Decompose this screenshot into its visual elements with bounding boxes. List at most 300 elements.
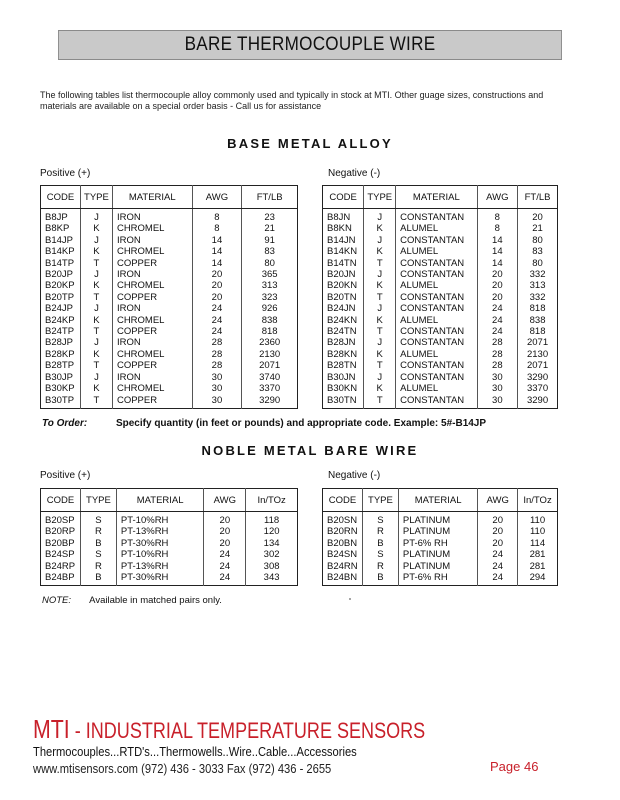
type-cell: S — [80, 549, 116, 560]
to-order-line — [42, 418, 486, 429]
length-cell: 91 — [264, 234, 275, 246]
table-row — [41, 360, 298, 371]
material-cell: ALUMEL — [396, 383, 477, 394]
material-cell: ALUMEL — [396, 315, 477, 326]
footer-brand-mti: MTI — [33, 714, 70, 744]
table-header-row — [323, 489, 558, 512]
length-cell: 365 — [261, 269, 278, 281]
table-row — [41, 209, 298, 224]
awg-cell: 28 — [477, 360, 518, 371]
length-cell: 114 — [529, 537, 546, 549]
code-cell: B30KP — [41, 383, 81, 394]
type-cell: S — [362, 512, 398, 527]
column-header: In/TOz — [246, 489, 298, 512]
material-cell: COPPER — [112, 292, 192, 303]
code-cell: B24SN — [323, 549, 363, 560]
table-row — [323, 235, 558, 246]
base-positive-table — [40, 185, 298, 409]
type-cell: J — [364, 235, 396, 246]
awg-cell: 24 — [204, 561, 246, 572]
material-cell: CONSTANTAN — [396, 372, 477, 383]
footer-brand — [33, 714, 425, 745]
awg-cell: 8 — [192, 209, 242, 224]
length-cell: 2130 — [259, 348, 281, 360]
material-cell: ALUMEL — [396, 280, 477, 291]
to-order-label: To Order: — [42, 418, 88, 429]
type-cell: T — [80, 395, 112, 409]
column-header: FT/LB — [242, 186, 298, 209]
to-order-text: Specify quantity (in feet or pounds) and appropriate code. Example: 5#-B14JP — [115, 418, 487, 429]
awg-cell: 20 — [192, 269, 242, 280]
awg-cell: 28 — [192, 360, 242, 371]
material-cell: CONSTANTAN — [396, 360, 477, 371]
code-cell: B20BN — [323, 538, 363, 549]
length-cell: 2360 — [259, 337, 281, 349]
length-cell: 80 — [532, 257, 543, 269]
code-cell: B28TP — [41, 360, 81, 371]
type-cell: K — [80, 246, 112, 257]
length-cell: 818 — [261, 326, 278, 338]
material-cell: CONSTANTAN — [396, 303, 477, 314]
awg-cell: 24 — [478, 572, 518, 586]
length-cell: 83 — [264, 246, 275, 258]
table-row — [323, 209, 558, 224]
table-row — [323, 512, 558, 527]
table-row — [323, 383, 558, 394]
length-cell: 120 — [263, 526, 280, 538]
code-cell: B24TP — [41, 326, 81, 337]
table-row — [323, 292, 558, 303]
awg-cell: 20 — [477, 292, 518, 303]
material-cell: IRON — [112, 372, 192, 383]
code-cell: B24RN — [323, 561, 363, 572]
awg-cell: 20 — [204, 526, 246, 537]
length-cell: 110 — [529, 526, 546, 538]
material-cell: CHROMEL — [112, 280, 192, 291]
table-row — [323, 572, 558, 586]
awg-cell: 8 — [477, 209, 518, 224]
base-negative-table — [322, 185, 558, 409]
table-row — [41, 337, 298, 348]
table-row — [41, 512, 298, 527]
table-header-row — [41, 186, 298, 209]
table-header-row — [323, 186, 558, 209]
type-cell: J — [364, 303, 396, 314]
noble-positive-table — [40, 488, 298, 586]
table-row — [41, 349, 298, 360]
awg-cell: 28 — [477, 349, 518, 360]
type-cell: T — [364, 326, 396, 337]
code-cell: B30JN — [323, 372, 364, 383]
material-cell: IRON — [112, 209, 192, 224]
table-row — [41, 572, 298, 586]
material-cell: PLATINUM — [398, 561, 477, 572]
footer-products: Thermocouples...RTD's...Thermowells..Wire..Cable...Accessories — [33, 744, 357, 759]
column-header: CODE — [323, 186, 364, 209]
length-cell: 838 — [529, 314, 546, 326]
material-cell: CHROMEL — [112, 223, 192, 234]
type-cell: J — [80, 303, 112, 314]
material-cell: PT-30%RH — [116, 538, 204, 549]
length-cell: 323 — [261, 291, 278, 303]
table-row — [41, 258, 298, 269]
code-cell: B20SN — [323, 512, 363, 527]
page-title: BARE THERMOCOUPLE WIRE — [58, 30, 562, 60]
type-cell: J — [80, 269, 112, 280]
awg-cell: 30 — [477, 395, 518, 409]
table-row — [323, 372, 558, 383]
length-cell: 926 — [261, 303, 278, 315]
material-cell: COPPER — [112, 326, 192, 337]
material-cell: COPPER — [112, 258, 192, 269]
awg-cell: 20 — [192, 280, 242, 291]
code-cell: B8KP — [41, 223, 81, 234]
type-cell: J — [80, 372, 112, 383]
length-cell: 20 — [532, 212, 543, 223]
table-row — [41, 315, 298, 326]
length-cell: 3370 — [526, 383, 549, 395]
column-header: AWG — [477, 186, 518, 209]
type-cell: J — [80, 337, 112, 348]
awg-cell: 24 — [478, 561, 518, 572]
code-cell: B28JP — [41, 337, 81, 348]
awg-cell: 14 — [477, 246, 518, 257]
awg-cell: 24 — [192, 315, 242, 326]
length-cell: 80 — [264, 257, 275, 269]
length-cell: 83 — [532, 246, 543, 258]
awg-cell: 20 — [204, 512, 246, 527]
code-cell: B20JN — [323, 269, 364, 280]
material-cell: CONSTANTAN — [396, 326, 477, 337]
table-row — [323, 258, 558, 269]
table-row — [41, 561, 298, 572]
material-cell: CONSTANTAN — [396, 235, 477, 246]
type-cell: K — [364, 280, 396, 291]
length-cell: 281 — [529, 560, 546, 572]
awg-cell: 20 — [478, 538, 518, 549]
table-row — [41, 280, 298, 291]
type-cell: J — [364, 372, 396, 383]
type-cell: S — [362, 549, 398, 560]
awg-cell: 14 — [192, 235, 242, 246]
material-cell: IRON — [112, 235, 192, 246]
base-metal-title: BASE METAL ALLOY — [227, 136, 393, 151]
awg-cell: 8 — [192, 223, 242, 234]
awg-cell: 14 — [192, 246, 242, 257]
awg-cell: 24 — [192, 326, 242, 337]
length-cell: 80 — [532, 234, 543, 246]
table-row — [41, 549, 298, 560]
material-cell: CONSTANTAN — [396, 258, 477, 269]
code-cell: B24KP — [41, 315, 81, 326]
material-cell: CHROMEL — [112, 383, 192, 394]
type-cell: B — [80, 572, 116, 586]
length-cell: 2071 — [526, 337, 549, 349]
code-cell: B24JN — [323, 303, 364, 314]
column-header: TYPE — [80, 186, 112, 209]
material-cell: IRON — [112, 269, 192, 280]
type-cell: S — [80, 512, 116, 527]
table-row — [41, 292, 298, 303]
table-row — [323, 337, 558, 348]
code-cell: B24BP — [41, 572, 81, 586]
type-cell: T — [80, 360, 112, 371]
table-row — [323, 349, 558, 360]
length-cell: 818 — [529, 303, 546, 315]
column-header: MATERIAL — [116, 489, 204, 512]
awg-cell: 14 — [192, 258, 242, 269]
material-cell: COPPER — [112, 360, 192, 371]
table-row — [323, 223, 558, 234]
awg-cell: 14 — [477, 235, 518, 246]
column-header: CODE — [41, 186, 81, 209]
note-text: Available in matched pairs only. — [89, 595, 222, 606]
type-cell: R — [80, 526, 116, 537]
material-cell: CHROMEL — [112, 315, 192, 326]
type-cell: R — [362, 526, 398, 537]
type-cell: K — [80, 280, 112, 291]
column-header: TYPE — [362, 489, 398, 512]
table-row — [323, 561, 558, 572]
table-row — [323, 549, 558, 560]
column-header: MATERIAL — [398, 489, 477, 512]
material-cell: PT-10%RH — [116, 512, 204, 527]
table-row — [323, 326, 558, 337]
material-cell: CHROMEL — [112, 349, 192, 360]
awg-cell: 24 — [477, 315, 518, 326]
length-cell: 2130 — [526, 348, 549, 360]
length-cell: 294 — [529, 572, 546, 584]
length-cell: 281 — [529, 549, 546, 561]
length-cell: 818 — [529, 326, 546, 338]
type-cell: B — [362, 572, 398, 586]
table-row — [323, 360, 558, 371]
awg-cell: 20 — [478, 526, 518, 537]
code-cell: B20RP — [41, 526, 81, 537]
table-row — [41, 326, 298, 337]
code-cell: B20JP — [41, 269, 81, 280]
column-header: MATERIAL — [396, 186, 477, 209]
length-cell: 23 — [264, 212, 275, 223]
code-cell: B14JP — [41, 235, 81, 246]
table-row — [41, 395, 298, 409]
length-cell: 343 — [263, 572, 280, 584]
column-header: CODE — [41, 489, 81, 512]
length-cell: 134 — [263, 537, 280, 549]
type-cell: T — [364, 395, 396, 409]
table-row — [41, 526, 298, 537]
material-cell: PLATINUM — [398, 526, 477, 537]
awg-cell: 20 — [204, 538, 246, 549]
table-row — [41, 303, 298, 314]
code-cell: B24BN — [323, 572, 363, 586]
code-cell: B14KN — [323, 246, 364, 257]
type-cell: K — [80, 349, 112, 360]
awg-cell: 30 — [192, 395, 242, 409]
base-negative-label: Negative (-) — [328, 168, 381, 179]
column-header: CODE — [323, 489, 363, 512]
material-cell: ALUMEL — [396, 349, 477, 360]
code-cell: B20TN — [323, 292, 364, 303]
type-cell: K — [364, 246, 396, 257]
type-cell: K — [364, 383, 396, 394]
code-cell: B28TN — [323, 360, 364, 371]
table-row — [323, 395, 558, 409]
awg-cell: 28 — [192, 349, 242, 360]
length-cell: 308 — [263, 560, 280, 572]
awg-cell: 30 — [192, 372, 242, 383]
material-cell: PT-13%RH — [116, 526, 204, 537]
table-row — [41, 538, 298, 549]
code-cell: B20KP — [41, 280, 81, 291]
type-cell: T — [80, 258, 112, 269]
awg-cell: 30 — [192, 383, 242, 394]
table-row — [41, 372, 298, 383]
note-line — [42, 595, 222, 606]
awg-cell: 20 — [192, 292, 242, 303]
length-cell: 2071 — [526, 360, 549, 372]
scan-speck — [349, 598, 351, 600]
table-row — [41, 246, 298, 257]
column-header: AWG — [204, 489, 246, 512]
length-cell: 313 — [529, 280, 546, 292]
table-row — [41, 383, 298, 394]
code-cell: B14TN — [323, 258, 364, 269]
material-cell: PT-10%RH — [116, 549, 204, 560]
table-row — [323, 269, 558, 280]
footer-contact: www.mtisensors.com (972) 436 - 3033 Fax (972) 436 - 2655 — [33, 761, 332, 776]
table-row — [323, 315, 558, 326]
type-cell: B — [80, 538, 116, 549]
material-cell: CHROMEL — [112, 246, 192, 257]
material-cell: PT-13%RH — [116, 561, 204, 572]
column-header: TYPE — [80, 489, 116, 512]
awg-cell: 20 — [477, 269, 518, 280]
type-cell: K — [80, 383, 112, 394]
note-label: NOTE: — [42, 595, 72, 606]
column-header: MATERIAL — [112, 186, 192, 209]
awg-cell: 24 — [192, 303, 242, 314]
type-cell: K — [364, 349, 396, 360]
awg-cell: 30 — [477, 372, 518, 383]
code-cell: B24KN — [323, 315, 364, 326]
awg-cell: 24 — [478, 549, 518, 560]
length-cell: 838 — [261, 314, 278, 326]
code-cell: B24SP — [41, 549, 81, 560]
awg-cell: 24 — [477, 303, 518, 314]
material-cell: COPPER — [112, 395, 192, 409]
length-cell: 118 — [264, 515, 280, 526]
column-header: TYPE — [364, 186, 396, 209]
table-row — [41, 223, 298, 234]
awg-cell: 28 — [192, 337, 242, 348]
length-cell: 21 — [532, 223, 543, 235]
code-cell: B28KN — [323, 349, 364, 360]
length-cell: 3290 — [526, 371, 549, 383]
type-cell: T — [80, 326, 112, 337]
type-cell: R — [362, 561, 398, 572]
noble-negative-label: Negative (-) — [328, 470, 381, 481]
code-cell: B14TP — [41, 258, 81, 269]
material-cell: CONSTANTAN — [396, 337, 477, 348]
type-cell: K — [364, 223, 396, 234]
column-header: FT/LB — [518, 186, 558, 209]
material-cell: IRON — [112, 337, 192, 348]
length-cell: 2071 — [259, 360, 281, 372]
table-row — [323, 526, 558, 537]
type-cell: T — [364, 258, 396, 269]
page-number: Page 46 — [490, 759, 539, 774]
base-positive-label: Positive (+) — [40, 168, 91, 179]
material-cell: PLATINUM — [398, 512, 477, 527]
intro-paragraph: The following tables list thermocouple alloy commonly used and typically in stock at MTI. Other guage sizes, constructions and materials are available on a special order basis - Call us for assistance — [40, 90, 544, 111]
length-cell: 313 — [261, 280, 278, 292]
material-cell: CONSTANTAN — [396, 395, 477, 409]
noble-metal-title: NOBLE METAL BARE WIRE — [201, 443, 419, 458]
table-row — [323, 303, 558, 314]
code-cell: B30TP — [41, 395, 81, 409]
length-cell: 302 — [263, 549, 280, 561]
material-cell: CONSTANTAN — [396, 269, 477, 280]
awg-cell: 14 — [477, 258, 518, 269]
material-cell: PT-6% RH — [398, 538, 477, 549]
code-cell: B8JP — [41, 209, 81, 224]
type-cell: T — [364, 360, 396, 371]
type-cell: J — [364, 269, 396, 280]
table-row — [323, 538, 558, 549]
code-cell: B24RP — [41, 561, 81, 572]
awg-cell: 24 — [204, 572, 246, 586]
code-cell: B30JP — [41, 372, 81, 383]
awg-cell: 30 — [477, 383, 518, 394]
type-cell: J — [364, 337, 396, 348]
awg-cell: 24 — [204, 549, 246, 560]
type-cell: K — [80, 315, 112, 326]
awg-cell: 8 — [477, 223, 518, 234]
material-cell: PT-6% RH — [398, 572, 477, 586]
code-cell: B20SP — [41, 512, 81, 527]
table-header-row — [41, 489, 298, 512]
table-row — [41, 235, 298, 246]
awg-cell: 24 — [477, 326, 518, 337]
code-cell: B14JN — [323, 235, 364, 246]
awg-cell: 20 — [477, 280, 518, 291]
code-cell: B8JN — [323, 209, 364, 224]
type-cell: R — [80, 561, 116, 572]
material-cell: PT-30%RH — [116, 572, 204, 586]
length-cell: 110 — [529, 515, 546, 526]
code-cell: B14KP — [41, 246, 81, 257]
length-cell: 21 — [264, 223, 275, 235]
code-cell: B20TP — [41, 292, 81, 303]
code-cell: B30TN — [323, 395, 364, 409]
type-cell: J — [80, 209, 112, 224]
length-cell: 3290 — [526, 394, 549, 406]
material-cell: IRON — [112, 303, 192, 314]
footer-brand-tagline: - INDUSTRIAL TEMPERATURE SENSORS — [69, 718, 426, 743]
length-cell: 3290 — [259, 394, 281, 406]
column-header: AWG — [192, 186, 242, 209]
material-cell: ALUMEL — [396, 246, 477, 257]
code-cell: B24TN — [323, 326, 364, 337]
code-cell: B30KN — [323, 383, 364, 394]
material-cell: ALUMEL — [396, 223, 477, 234]
length-cell: 3370 — [259, 383, 281, 395]
type-cell: B — [362, 538, 398, 549]
table-row — [323, 246, 558, 257]
code-cell: B20RN — [323, 526, 363, 537]
length-cell: 332 — [529, 291, 546, 303]
